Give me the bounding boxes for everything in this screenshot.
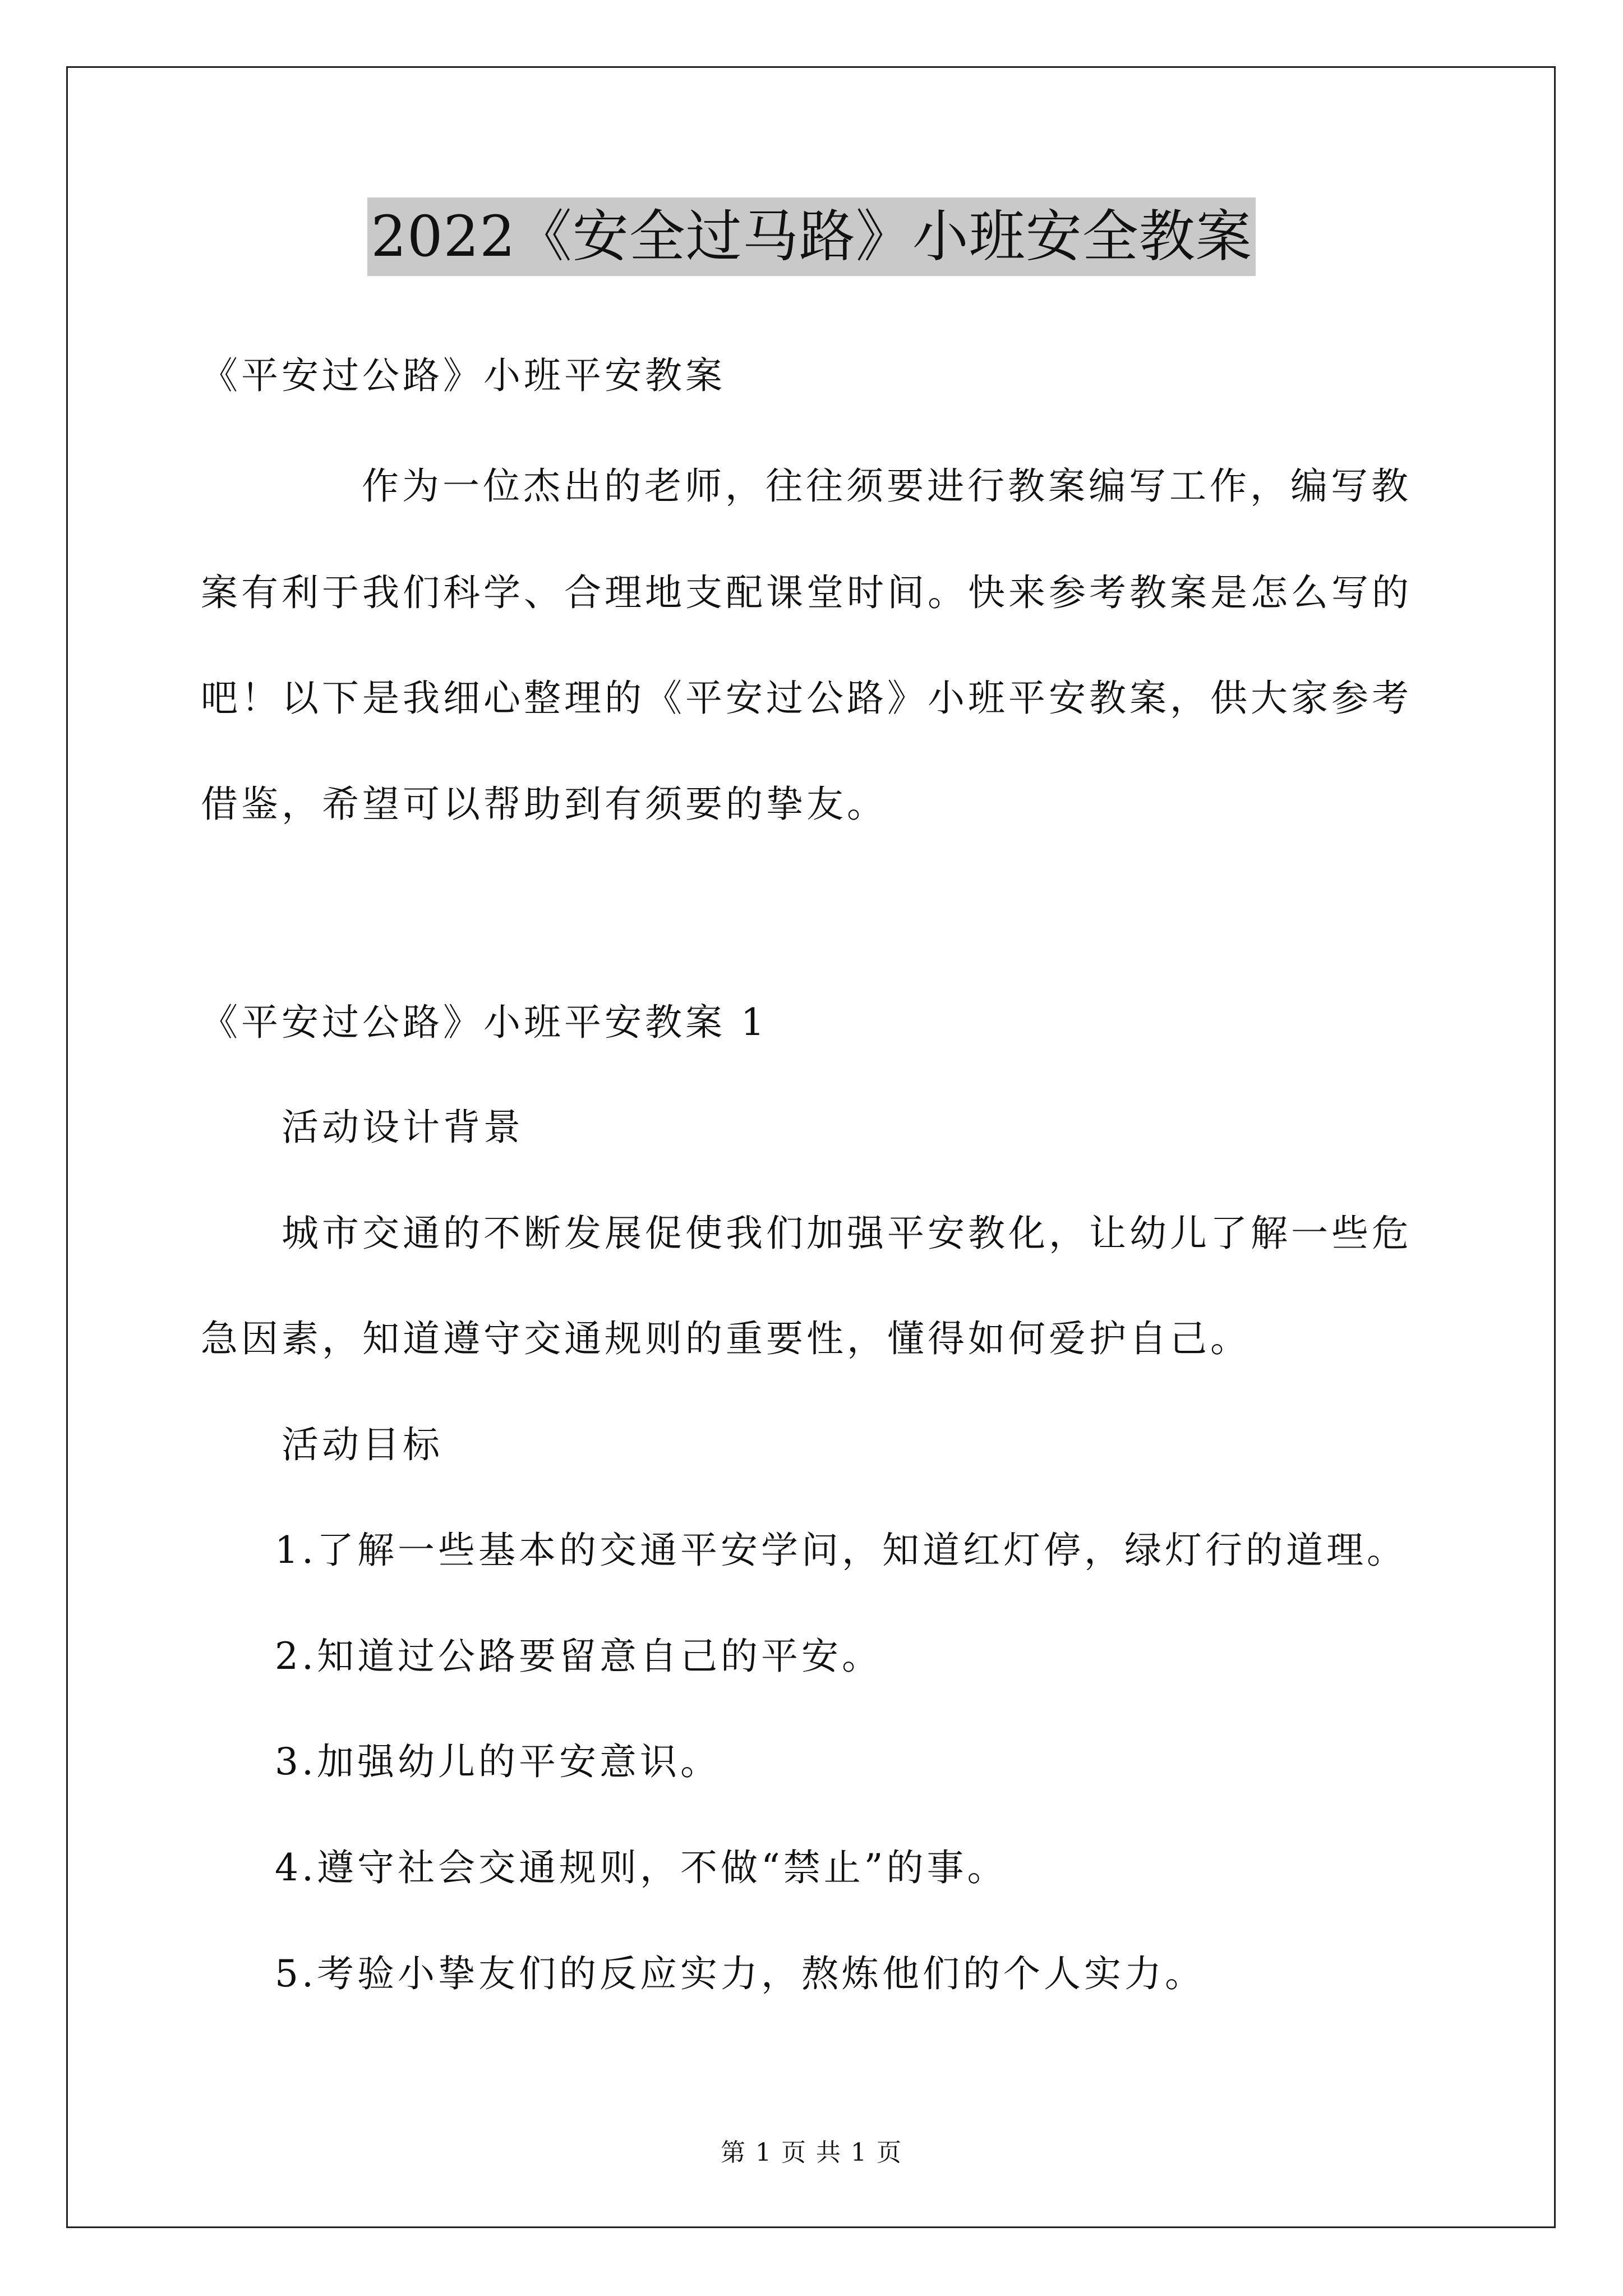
intro-line-1: 作为一位杰出的老师，往往须要进行教案编写工作，编写教 <box>362 464 1412 508</box>
background-heading: 活动设计背景 <box>282 1106 524 1149</box>
goal-item-5: 5.考验小挚友们的反应实力，熬炼他们的个人实力。 <box>275 1952 1205 1995</box>
section-title: 《平安过公路》小班平安教案 1 <box>201 1001 768 1044</box>
goal-item-4: 4.遵守社会交通规则，不做“禁止”的事。 <box>275 1846 1008 1889</box>
page-footer: 第 1 页 共 1 页 <box>721 2138 902 2167</box>
background-line-2: 急因素，知道遵守交通规则的重要性，懂得如何爱护自己。 <box>201 1317 1251 1360</box>
goal-item-2: 2.知道过公路要留意自己的平安。 <box>275 1635 882 1678</box>
document-subtitle: 《平安过公路》小班平安教案 <box>201 354 726 397</box>
intro-line-3: 吧！以下是我细心整理的《平安过公路》小班平安教案，供大家参考 <box>201 677 1412 720</box>
goal-item-1: 1.了解一些基本的交通平安学问，知道红灯停，绿灯行的道理。 <box>275 1529 1407 1572</box>
goals-heading: 活动目标 <box>282 1423 443 1466</box>
document-title: 2022《安全过马路》小班安全教案 <box>367 197 1256 276</box>
intro-line-4: 借鉴，希望可以帮助到有须要的挚友。 <box>201 783 887 826</box>
title-container <box>0 197 1623 276</box>
intro-line-2: 案有利于我们科学、合理地支配课堂时间。快来参考教案是怎么写的 <box>201 571 1412 614</box>
goal-item-3: 3.加强幼儿的平安意识。 <box>275 1740 721 1783</box>
background-line-1: 城市交通的不断发展促使我们加强平安教化，让幼儿了解一些危 <box>282 1212 1412 1255</box>
